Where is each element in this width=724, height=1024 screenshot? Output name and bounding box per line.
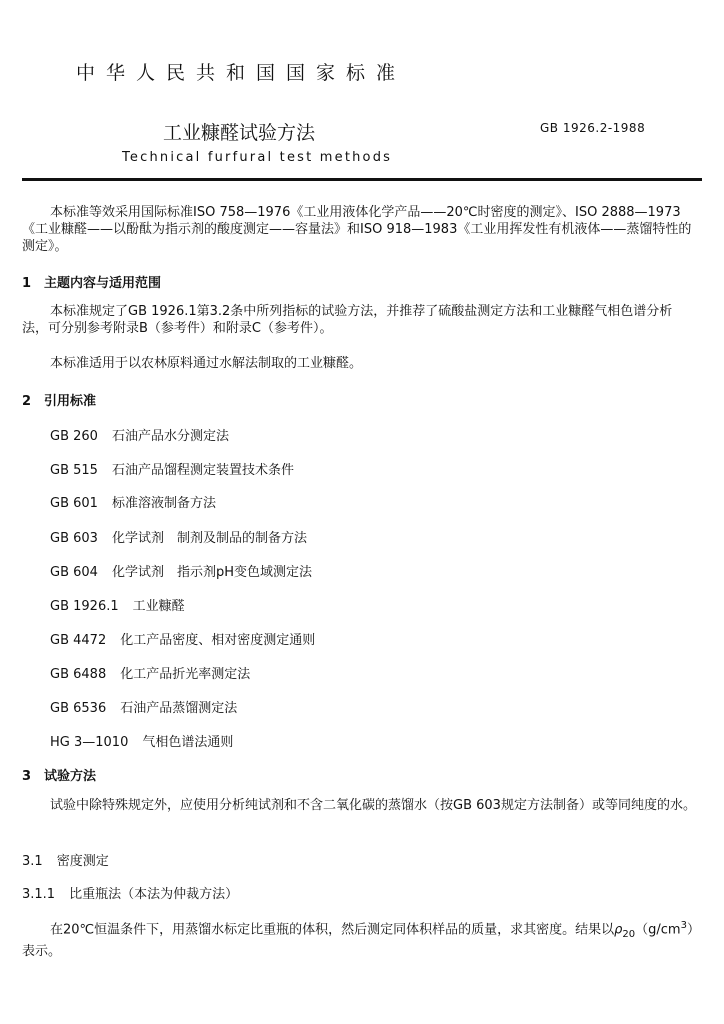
section-1-paragraph-1: 本标准规定了GB 1926.1第3.2条中所列指标的试验方法，并推荐了硫酸盐测定方法和工业糠醛气相色谱分析法，可分别参考附录B（参考件）和附录C（参考件）。	[22, 304, 673, 336]
reference-item	[50, 629, 315, 648]
section-number: 3	[22, 769, 32, 784]
section-number: 2	[22, 394, 32, 409]
section-title: 试验方法	[44, 769, 97, 784]
density-paragraph	[22, 917, 698, 960]
reference-name: 化工产品密度、相对密度测定通则	[120, 633, 316, 648]
english-title: Technical furfural test methods	[122, 150, 393, 165]
reference-name: 石油产品蒸馏测定法	[120, 701, 238, 716]
section-title: 引用标准	[44, 394, 97, 409]
reference-item	[50, 492, 216, 511]
reference-name: 石油产品水分测定法	[111, 429, 229, 444]
rho-subscript: 20	[622, 928, 636, 940]
reference-code: GB 1926.1	[50, 599, 119, 614]
subsection-title: 密度测定	[56, 854, 109, 869]
subsection-number: 3.1	[22, 854, 43, 869]
reference-item	[50, 595, 185, 614]
subsection-title: 比重瓶法（本法为仲裁方法）	[69, 887, 239, 902]
document-title: 工业糠醛试验方法	[163, 122, 316, 144]
section-2-heading	[22, 390, 96, 409]
rho-symbol: ρ	[614, 922, 623, 938]
intro-paragraph: 本标准等效采用国际标准ISO 758—1976《工业用液体化学产品——20℃时密度的测定》、ISO 2888—1973《工业糠醛——以酚酞为指示剂的酸度测定——容量法》和ISO 918—1983《工业用挥发性有机液体——蒸馏特性的测定》。	[22, 205, 692, 254]
reference-code: GB 604	[50, 565, 98, 580]
reference-code: GB 260	[50, 429, 98, 444]
reference-code: GB 603	[50, 531, 98, 546]
header-rule	[22, 178, 702, 181]
section-title: 主题内容与适用范围	[44, 276, 162, 291]
density-text: 在20℃恒温条件下，用蒸馏水标定比重瓶的体积，然后测定同体积样品的质量，求其密度。结果以	[50, 922, 615, 938]
reference-code: GB 6488	[50, 667, 107, 682]
reference-name: 化工产品折光率测定法	[120, 667, 251, 682]
reference-item	[50, 527, 307, 546]
unit-open: （g/cm	[635, 922, 681, 938]
subsection-3-1-heading	[22, 850, 109, 869]
reference-code: GB 515	[50, 463, 98, 478]
reference-name: 化学试剂 制剂及制品的制备方法	[111, 531, 307, 546]
section-3-paragraph: 试验中除特殊规定外，应使用分析纯试剂和不含二氧化碳的蒸馏水（按GB 603规定方法制备）或等同纯度的水。	[50, 798, 696, 813]
reference-item	[50, 663, 250, 682]
subsection-3-1-1-heading	[22, 883, 238, 902]
standard-number: GB 1926.2-1988	[540, 121, 646, 135]
reference-code: GB 4472	[50, 633, 107, 648]
subsection-number: 3.1.1	[22, 887, 56, 902]
reference-item	[50, 425, 229, 444]
reference-item	[50, 561, 312, 580]
unit-superscript: 3	[680, 920, 687, 931]
reference-name: 气相色谱法通则	[142, 735, 234, 750]
reference-name: 工业糠醛	[132, 599, 185, 614]
reference-name: 化学试剂 指示剂pH变色域测定法	[111, 565, 312, 580]
section-1-heading	[22, 272, 161, 291]
section-1-paragraph-2: 本标准适用于以农林原料通过水解法制取的工业糠醛。	[50, 356, 363, 371]
reference-item	[50, 731, 233, 750]
unit-close: ）表示。	[22, 922, 694, 959]
reference-code: GB 6536	[50, 701, 107, 716]
national-standard-heading: 中华人民共和国国家标准	[76, 62, 407, 84]
reference-code: GB 601	[50, 496, 98, 511]
reference-name: 石油产品馏程测定装置技术条件	[111, 463, 294, 478]
reference-item	[50, 697, 237, 716]
reference-code: HG 3—1010	[50, 735, 129, 750]
section-number: 1	[22, 276, 32, 291]
reference-name: 标准溶液制备方法	[111, 496, 216, 511]
reference-item	[50, 459, 294, 478]
section-3-heading	[22, 765, 96, 784]
